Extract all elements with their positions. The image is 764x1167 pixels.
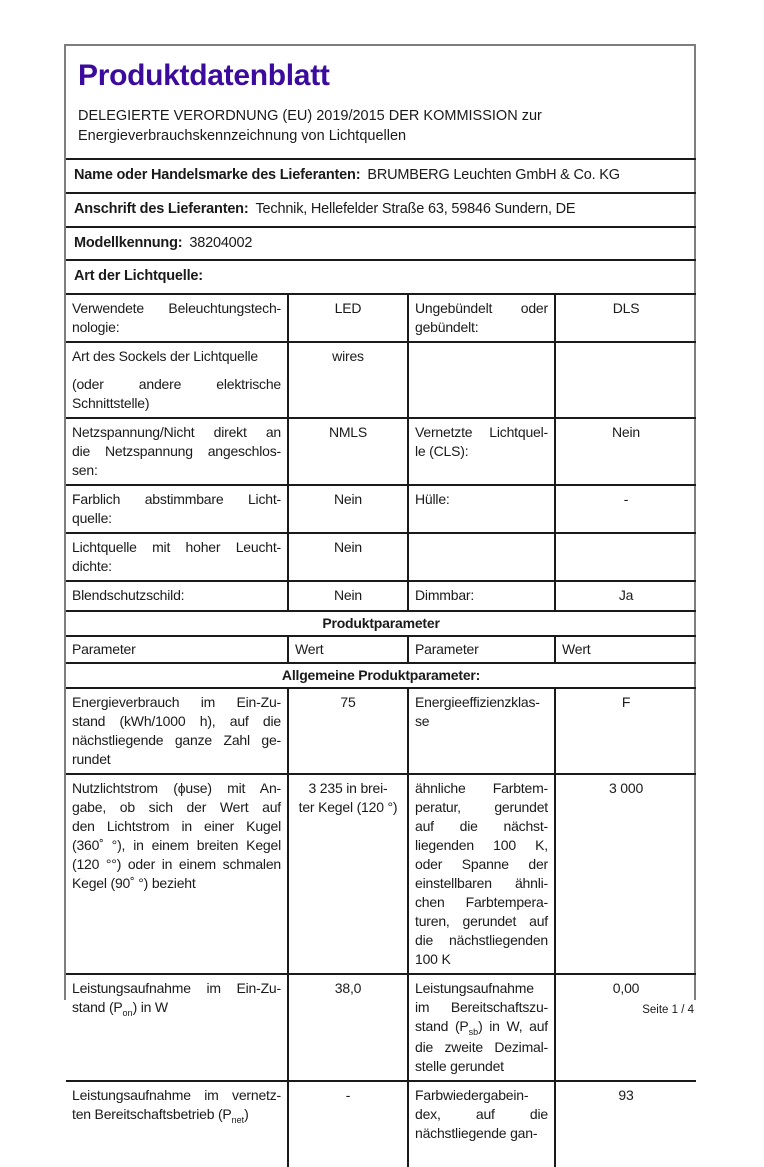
section-header-row xyxy=(66,663,696,688)
table-row xyxy=(66,342,696,418)
table-row xyxy=(66,260,696,294)
param-cell: Hülle: xyxy=(408,485,555,533)
light-source-type-cell xyxy=(66,260,696,294)
value-cell: Nein xyxy=(288,533,408,581)
value-cell: - xyxy=(555,485,696,533)
page-number: Seite 1 / 4 xyxy=(642,1004,694,1016)
param-text: Art des Sockels der Lichtquelle xyxy=(72,348,259,365)
value-cell: F xyxy=(555,688,696,774)
value-cell: Ja xyxy=(555,581,696,610)
supplier-address-cell xyxy=(66,193,696,227)
value-cell: LED xyxy=(288,294,408,342)
value-cell: - xyxy=(288,1081,408,1167)
value-cell xyxy=(555,533,696,581)
field-value: Technik, Hellefelder Straße 63, 59846 Sundern, DE xyxy=(255,200,576,217)
param-cell: Lichtquelle mit hoher Leucht- dichte: xyxy=(66,533,288,581)
page-title: Produktdatenblatt xyxy=(78,59,330,92)
column-header-row xyxy=(66,636,696,663)
table-row xyxy=(66,774,696,974)
param-cell xyxy=(408,342,555,418)
column-header: Wert xyxy=(555,636,696,663)
value-cell: Nein xyxy=(288,485,408,533)
section-title: Produktparameter xyxy=(66,611,696,636)
table-row xyxy=(66,418,696,485)
param-cell: Farblich abstimmbare Licht- quelle: xyxy=(66,485,288,533)
param-cell: Verwendete Beleuchtungstech- nologie: xyxy=(66,294,288,342)
field-label: Art der Lichtquelle: xyxy=(74,268,203,285)
param-cell xyxy=(408,533,555,581)
param-cell: Dimmbar: xyxy=(408,581,555,610)
table-row xyxy=(66,581,696,610)
table-row xyxy=(66,159,696,193)
value-cell: 0,00 xyxy=(555,974,696,1081)
field-value: BRUMBERG Leuchten GmbH & Co. KG xyxy=(367,167,620,184)
value-cell: wires xyxy=(288,342,408,418)
value-cell: 38,0 xyxy=(288,974,408,1081)
field-label: Name oder Handelsmarke des Lieferanten: xyxy=(74,167,361,184)
param-cell: Nutzlichtstrom (ϕuse) mit An- gabe, ob sich der Wert auf den Lichtstrom in einer Kugel (360˚ °), in einem breiten Kegel (120 °°) oder in einem schmalen Kegel (90˚ °) bezieht xyxy=(66,774,288,974)
value-cell: DLS xyxy=(555,294,696,342)
table-row xyxy=(66,688,696,774)
table-row xyxy=(66,193,696,227)
param-cell: Vernetzte Lichtquel- le (CLS): xyxy=(408,418,555,485)
field-label: Anschrift des Lieferanten: xyxy=(74,200,249,217)
field-label: Modellkennung: xyxy=(74,234,183,251)
product-datasheet-table xyxy=(66,46,696,1167)
param-cell: Netzspannung/Nicht direkt an die Netzspannung angeschlos- sen: xyxy=(66,418,288,485)
column-header: Parameter xyxy=(66,636,288,663)
subtitle-line: Energieverbrauchskennzeichnung von Lichtquellen xyxy=(78,127,407,144)
table-row xyxy=(66,533,696,581)
value-cell: 3 235 in brei- ter Kegel (120 °) xyxy=(288,774,408,974)
param-cell: Leistungsaufnahme im vernetz- ten Bereitschaftsbetrieb $(P_{net})$ xyxy=(66,1081,288,1167)
value-cell: 3 000 xyxy=(555,774,696,974)
section-title: Allgemeine Produktparameter: xyxy=(66,663,696,688)
column-header: Parameter xyxy=(408,636,555,663)
param-cell: Energieverbrauch im Ein-Zu- stand (kWh/1000 h), auf die nächstliegende ganze Zahl ge- rundet xyxy=(66,688,288,774)
value-cell: Nein xyxy=(288,581,408,610)
subtitle-line: DELEGIERTE VERORDNUNG (EU) 2019/2015 DER KOMMISSION zur xyxy=(78,107,542,124)
table-row xyxy=(66,485,696,533)
regulation-subtitle xyxy=(78,107,684,146)
field-value: 38204002 xyxy=(189,234,253,251)
column-header: Wert xyxy=(288,636,408,663)
table-row xyxy=(66,294,696,342)
table-row xyxy=(66,227,696,261)
table-row xyxy=(66,1081,696,1167)
title-row xyxy=(66,46,696,159)
value-cell: NMLS xyxy=(288,418,408,485)
value-cell: Nein xyxy=(555,418,696,485)
supplier-name-cell xyxy=(66,159,696,193)
section-header-row xyxy=(66,611,696,636)
param-cell: Leistungsaufnahme im Ein-Zu- stand $(P_{on})$ in W xyxy=(66,974,288,1081)
param-cell: Energieeffizienzklas- se xyxy=(408,688,555,774)
param-cell xyxy=(66,342,288,418)
param-cell: Ungebündelt oder gebündelt: xyxy=(408,294,555,342)
param-cell: Leistungsaufnahme im Bereitschaftszu- stand $(P_{sb})$ in W, auf die zweite Dezimal- stelle gerundet xyxy=(408,974,555,1081)
value-cell xyxy=(555,342,696,418)
value-cell: 93 xyxy=(555,1081,696,1167)
value-cell: 75 xyxy=(288,688,408,774)
param-cell: Farbwiedergabein- dex, auf die nächstliegende gan- xyxy=(408,1081,555,1167)
param-cell: Blendschutzschild: xyxy=(66,581,288,610)
model-id-cell xyxy=(66,227,696,261)
param-text: (oder andere elektrische Schnittstelle) xyxy=(72,376,281,412)
table-row xyxy=(66,974,696,1081)
param-cell: ähnliche Farbtem- peratur, gerundet auf die nächst- liegenden 100 K, oder Spanne der einstellbaren ähnli- chen Farbtempera- turen, gerundet auf die nächstliegenden 100 K xyxy=(408,774,555,974)
